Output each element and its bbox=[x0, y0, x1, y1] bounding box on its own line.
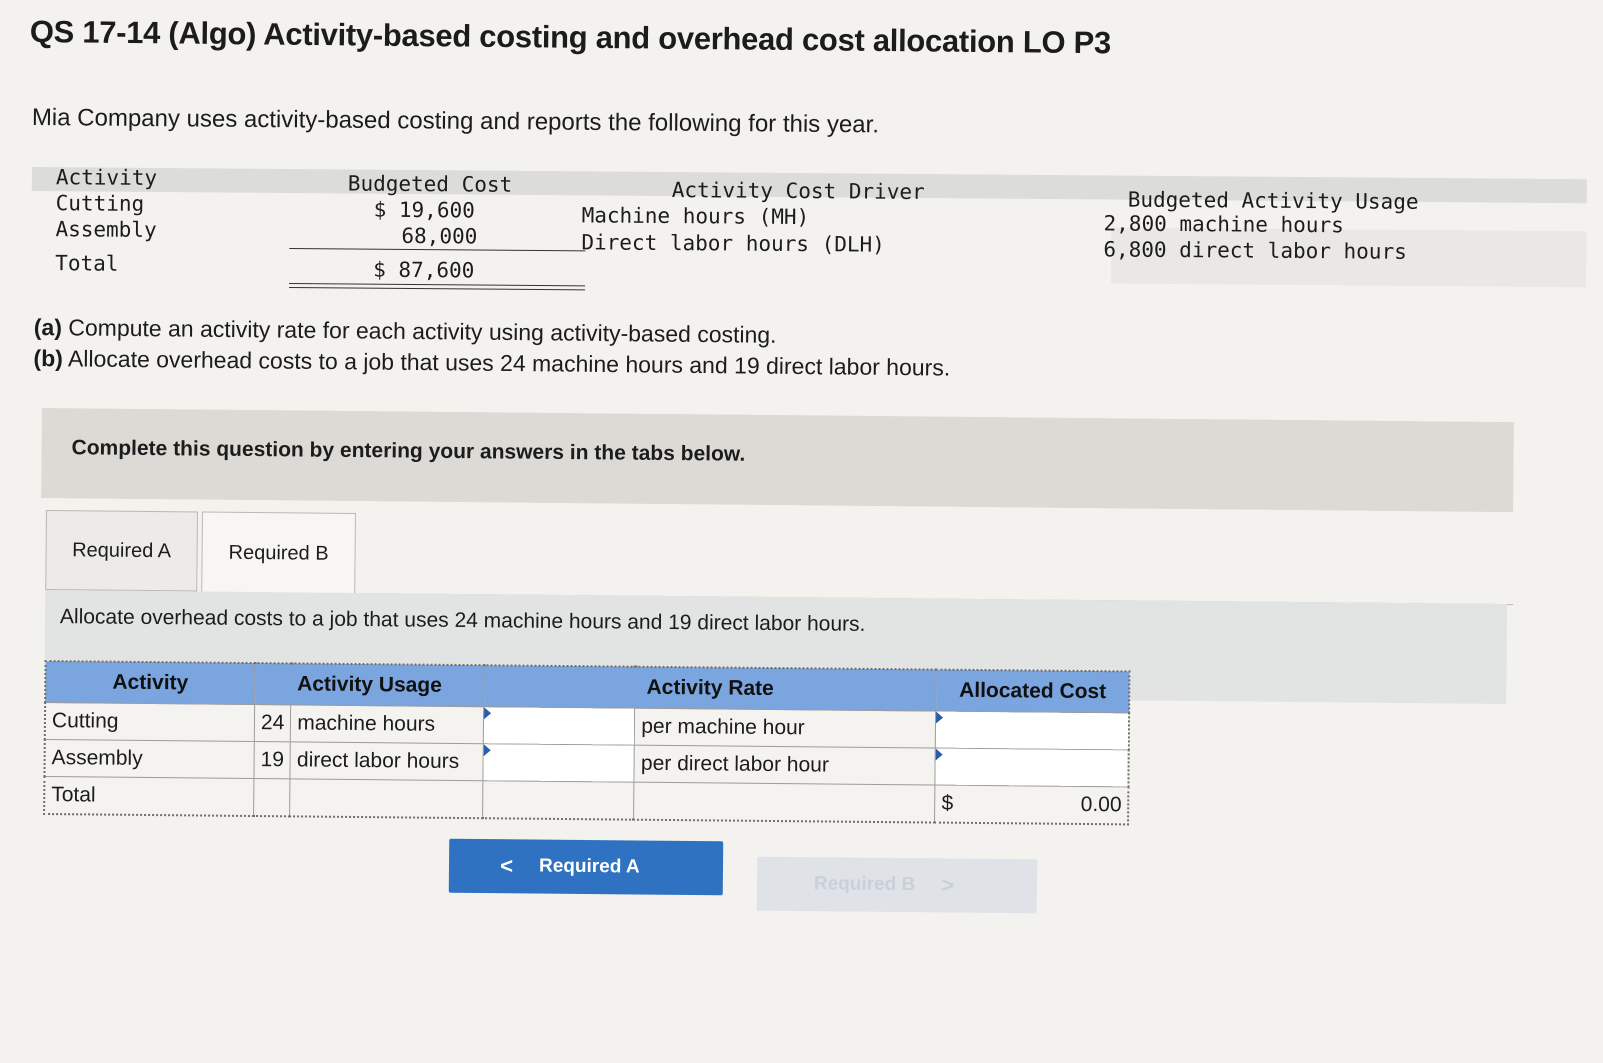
panel-instruction-text: Allocate overhead costs to a job that uses 24 machine hours and 19 direct labor hours. bbox=[59, 605, 866, 636]
cell-rate-unit-cutting: per machine hour bbox=[635, 708, 936, 748]
cell-qty-cutting: 24 bbox=[254, 705, 291, 742]
total-currency: $ bbox=[941, 791, 954, 815]
cell-unit-assembly: direct labor hours bbox=[290, 742, 483, 781]
tab-required-b[interactable]: Required B bbox=[201, 511, 356, 593]
cell-activity-cutting: Cutting bbox=[45, 703, 255, 742]
instructions-banner bbox=[41, 408, 1514, 512]
next-button-label: Required B bbox=[813, 873, 916, 896]
row-total-cost: $ 87,600 bbox=[373, 257, 475, 283]
header-activity: Activity bbox=[55, 165, 158, 190]
cell-activity-assembly: Assembly bbox=[44, 739, 254, 778]
header-cost-driver: Activity Cost Driver bbox=[671, 178, 925, 205]
row-cutting-driver: Machine hours (MH) bbox=[581, 203, 810, 230]
allocation-table bbox=[43, 660, 1131, 825]
row-assembly-cost: 68,000 bbox=[401, 223, 478, 249]
input-allocated-assembly[interactable] bbox=[935, 748, 1129, 787]
tab-required-a[interactable]: Required A bbox=[45, 510, 198, 591]
total-rule-2 bbox=[289, 287, 585, 290]
prev-required-a-button[interactable] bbox=[449, 839, 724, 896]
header-budgeted-cost: Budgeted Cost bbox=[347, 171, 513, 197]
cell-unit-cutting: machine hours bbox=[291, 705, 484, 744]
cell-total-label: Total bbox=[44, 776, 254, 816]
cell-qty-assembly: 19 bbox=[254, 742, 291, 779]
question-a: (a) Compute an activity rate for each activity using activity-based costing. bbox=[33, 313, 777, 348]
th-activity: Activity bbox=[45, 661, 255, 705]
chevron-right-icon: > bbox=[941, 872, 955, 898]
th-allocated-cost: Allocated Cost bbox=[936, 670, 1130, 713]
total-rule-1 bbox=[289, 283, 585, 286]
total-value: 0.00 bbox=[1080, 792, 1122, 817]
next-required-b-button[interactable] bbox=[757, 857, 1038, 914]
row-assembly-activity: Assembly bbox=[55, 217, 157, 242]
intro-text: Mia Company uses activity-based costing and reports the following for this year. bbox=[31, 104, 880, 139]
given-data-table bbox=[31, 165, 1587, 312]
row-total-label: Total bbox=[55, 251, 119, 276]
row-assembly-usage: 6,800 direct labor hours bbox=[1103, 237, 1407, 264]
chevron-left-icon: < bbox=[500, 853, 514, 879]
header-budgeted-usage: Budgeted Activity Usage bbox=[1127, 187, 1419, 214]
question-list bbox=[33, 312, 950, 384]
instructions-text: Complete this question by entering your answers in the tabs below. bbox=[71, 436, 746, 466]
page-title: QS 17-14 (Algo) Activity-based costing and overhead cost allocation LO P3 bbox=[29, 14, 1112, 61]
input-rate-assembly[interactable] bbox=[483, 744, 634, 782]
cell-total-allocated bbox=[935, 785, 1129, 824]
cell-rate-unit-assembly: per direct labor hour bbox=[634, 745, 935, 785]
row-assembly-driver: Direct labor hours (DLH) bbox=[581, 230, 885, 257]
question-b: (b) Allocate overhead costs to a job that uses 24 machine hours and 19 direct labor hours. bbox=[33, 344, 951, 381]
row-cutting-cost: $ 19,600 bbox=[373, 197, 475, 223]
input-allocated-cutting[interactable] bbox=[936, 711, 1130, 750]
input-rate-cutting[interactable] bbox=[484, 707, 635, 745]
prev-button-label: Required A bbox=[538, 855, 640, 878]
th-activity-usage: Activity Usage bbox=[255, 663, 485, 707]
row-cutting-activity: Cutting bbox=[55, 191, 145, 216]
row-cutting-usage: 2,800 machine hours bbox=[1103, 211, 1344, 238]
th-activity-rate: Activity Rate bbox=[484, 665, 936, 711]
subtotal-rule bbox=[289, 248, 585, 251]
